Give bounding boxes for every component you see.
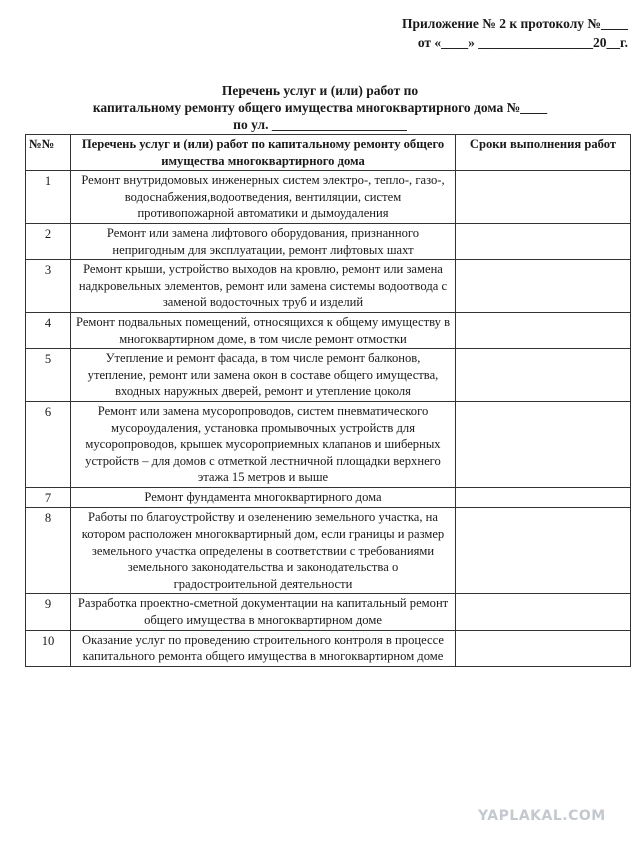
table-row (26, 487, 631, 508)
row-number: 1 (26, 171, 71, 224)
table-row (26, 171, 631, 224)
table-row (26, 594, 631, 630)
row-term-cell (456, 260, 631, 313)
watermark-logo: YAPLAKAL.COM (478, 808, 606, 824)
row-description: Утепление и ремонт фасада, в том числе ремонт балконов, утепление, ремонт или замена окон в составе общего имущества, входных наружных дверей, ремонт и утепление цоколя (71, 349, 456, 402)
row-term-cell (456, 508, 631, 594)
title-line-1: Перечень услуг и (или) работ по (221, 83, 419, 98)
table-row (26, 312, 631, 348)
row-number: 4 (26, 312, 71, 348)
row-description: Ремонт или замена лифтового оборудования, признанного непригодным для эксплуатации, ремонт лифтовых шахт (71, 223, 456, 259)
table-row (26, 349, 631, 402)
row-term-cell (456, 312, 631, 348)
row-number: 7 (26, 487, 71, 508)
row-number: 5 (26, 349, 71, 402)
row-description: Ремонт или замена мусоропроводов, систем пневматического мусороудаления, установка промывочных устройств для мусоропроводов, крышек мусороприемных клапанов и шиберных устройств – для домов с отметкой лестничной площадки верхнего этажа 15 метров и выше (71, 401, 456, 487)
row-number: 6 (26, 401, 71, 487)
row-number: 9 (26, 594, 71, 630)
row-number: 8 (26, 508, 71, 594)
row-term-cell (456, 594, 631, 630)
header-description: Перечень услуг и (или) работ по капитальному ремонту общего имущества многоквартирного дома (71, 135, 456, 171)
table-row (26, 508, 631, 594)
row-number: 3 (26, 260, 71, 313)
table-header-row (26, 135, 631, 171)
header-number: №№ (26, 135, 71, 171)
row-term-cell (456, 349, 631, 402)
row-description: Ремонт фундамента многоквартирного дома (71, 487, 456, 508)
row-term-cell (456, 401, 631, 487)
row-description: Разработка проектно-сметной документации на капитальный ремонт общего имущества в многоквартирном доме (71, 594, 456, 630)
table-row (26, 223, 631, 259)
table-row (26, 260, 631, 313)
row-number: 2 (26, 223, 71, 259)
works-table (25, 134, 631, 667)
appendix-reference (348, 14, 628, 52)
row-term-cell (456, 171, 631, 224)
header-term: Сроки выполнения работ (456, 135, 631, 171)
row-number: 10 (26, 630, 71, 666)
title-line-2: капитальному ремонту общего имущества многоквартирного дома №____ (92, 100, 548, 115)
appendix-date-line: от «____» _________________20__г. (417, 35, 628, 50)
appendix-protocol-line: Приложение № 2 к протоколу №____ (401, 16, 628, 31)
table-row (26, 630, 631, 666)
document-title (30, 82, 610, 133)
row-description: Ремонт внутридомовых инженерных систем электро-, тепло-, газо-, водоснабжения,водоотведения, вентиляции, систем противопожарной автоматики и дымоудаления (71, 171, 456, 224)
row-description: Ремонт подвальных помещений, относящихся к общему имуществу в многоквартирном доме, в том числе ремонт отмостки (71, 312, 456, 348)
row-term-cell (456, 630, 631, 666)
row-description: Работы по благоустройству и озеленению земельного участка, на котором расположен многоквартирный дом, если границы и размер земельного участка определены в соответствии с требованиями земельного законодательства и законодательства о градостроительной деятельности (71, 508, 456, 594)
row-description: Ремонт крыши, устройство выходов на кровлю, ремонт или замена надкровельных элементов, ремонт или замена системы водоотвода с заменой водосточных труб и изделий (71, 260, 456, 313)
table-row (26, 401, 631, 487)
row-term-cell (456, 487, 631, 508)
row-term-cell (456, 223, 631, 259)
row-description: Оказание услуг по проведению строительного контроля в процессе капитального ремонта общего имущества в многоквартирном доме (71, 630, 456, 666)
title-line-3: по ул. ____________________ (233, 117, 407, 132)
